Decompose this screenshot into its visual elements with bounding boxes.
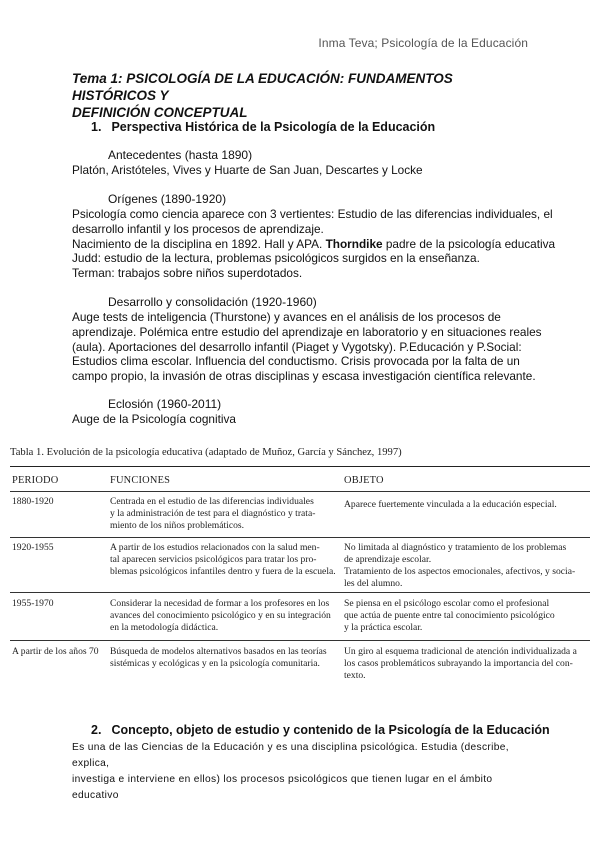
cell-line: los casos problemáticos subrayando la importancia del con- xyxy=(344,658,573,669)
row-2-periodo: 1920-1955 xyxy=(12,542,54,553)
cell-line: que actúa de puente entre tal conocimiento psicológico xyxy=(344,610,555,621)
row-3-objeto xyxy=(344,598,555,634)
section-2-line-1: Es una de las Ciencias de la Educación y es una disciplina psicológica. Estudia (describe, explica, xyxy=(72,742,509,769)
row-4-periodo: A partir de los años 70 xyxy=(12,646,99,657)
section-1-number: 1. xyxy=(91,120,102,134)
row-2-objeto xyxy=(344,542,575,590)
cell-line: Se piensa en el psicólogo escolar como el profesional xyxy=(344,598,550,609)
section-2-line-2: investiga e interviene en ellos) los procesos psicológicos que tienen lugar en el ámbito educativo xyxy=(72,774,493,801)
antecedentes-line: Platón, Aristóteles, Vives y Huarte de San Juan, Descartes y Locke xyxy=(72,163,423,177)
cell-line: Centrada en el estudio de las diferencias individuales xyxy=(110,496,314,507)
row-3-periodo: 1955-1970 xyxy=(12,598,54,609)
origenes-line-3-end: padre de la psicología educativa xyxy=(382,236,556,251)
header-rule xyxy=(10,491,590,492)
row-2-funciones xyxy=(110,542,336,578)
cell-line: Aparece fuertemente vinculada a la educación especial. xyxy=(344,499,557,510)
title-line-2: DEFINICIÓN CONCEPTUAL xyxy=(72,105,248,120)
running-header: Inma Teva; Psicología de la Educación xyxy=(318,36,528,50)
table-top-rule xyxy=(10,466,590,467)
cell-line: texto. xyxy=(344,670,366,681)
column-header-periodo: PERIODO xyxy=(12,475,59,486)
title-line-1: Tema 1: PSICOLOGÍA DE LA EDUCACIÓN: FUNDAMENTOS HISTÓRICOS Y xyxy=(72,71,453,103)
section-2-heading xyxy=(91,723,550,737)
cell-line: miento de los niños problemáticos. xyxy=(110,520,245,531)
desarrollo-line: aprendizaje. Polémica entre estudio del aprendizaje en laboratorio y en situaciones reales xyxy=(72,324,542,339)
antecedentes-text xyxy=(72,163,532,178)
section-1-title: Perspectiva Histórica de la Psicología de la Educación xyxy=(111,120,436,134)
desarrollo-paragraph xyxy=(72,310,542,384)
row-4-funciones xyxy=(110,646,327,670)
origenes-line-3 xyxy=(72,236,556,252)
row-rule xyxy=(10,640,590,641)
origenes-paragraph xyxy=(72,207,556,281)
cell-line: y la administración de test para el diagnóstico y trata- xyxy=(110,508,316,519)
row-1-objeto xyxy=(344,499,557,511)
row-1-periodo: 1880-1920 xyxy=(12,496,54,507)
cell-line: A partir de los estudios relacionados con la salud men- xyxy=(110,542,320,553)
table-caption: Tabla 1. Evolución de la psicología educativa (adaptado de Muñoz, García y Sánchez, 1997) xyxy=(10,447,402,458)
cell-line: blemas psicológicos infantiles dentro y fuera de la escuela. xyxy=(110,566,336,577)
desarrollo-line: Estudios clima escolar. Influencia del conductismo. Crisis provocada por la falta de un xyxy=(72,354,520,369)
origenes-line-3-start: Nacimiento de la disciplina en 1892. Hall y APA. xyxy=(72,236,326,251)
cell-line: y la práctica escolar. xyxy=(344,622,423,633)
document-title xyxy=(72,70,532,121)
cell-line: Un giro al esquema tradicional de atención individualizada a xyxy=(344,646,577,657)
row-rule xyxy=(10,537,590,538)
column-header-objeto: OBJETO xyxy=(344,475,384,486)
evolution-table xyxy=(10,440,590,680)
origenes-line-4: Judd: estudio de la lectura, problemas psicológicos surgidos en la enseñanza. xyxy=(72,251,480,266)
row-3-funciones xyxy=(110,598,331,634)
section-2-title: Concepto, objeto de estudio y contenido de la Psicología de la Educación xyxy=(111,723,550,737)
origenes-line-2: desarrollo infantil y los procesos de aprendizaje. xyxy=(72,221,324,236)
origenes-line-5: Terman: trabajos sobre niños superdotados. xyxy=(72,266,303,281)
desarrollo-line: (aula). Aportaciones del desarrollo infantil (Piaget y Vygotsky). P.Educación y P.Social: xyxy=(72,339,522,354)
row-1-funciones xyxy=(110,496,315,532)
row-rule xyxy=(10,592,590,593)
desarrollo-line: Auge tests de inteligencia (Thurstone) y avances en el análisis de los procesos de xyxy=(72,310,501,324)
row-4-objeto xyxy=(344,646,577,682)
desarrollo-line: campo propio, la invasión de otras disciplinas y escasa investigación científica relevante. xyxy=(72,369,536,384)
column-header-funciones: FUNCIONES xyxy=(110,475,171,486)
cell-line: Considerar la necesidad de formar a los profesores en los xyxy=(110,598,330,609)
section-2-paragraph xyxy=(72,740,542,804)
thorndike-name: Thorndike xyxy=(325,236,383,251)
origenes-title: Orígenes (1890-1920) xyxy=(108,192,227,206)
cell-line: Búsqueda de modelos alternativos basados en las teorías xyxy=(110,646,327,657)
cell-line: avances del conocimiento psicológico y en su integración xyxy=(110,610,331,621)
section-1-heading xyxy=(91,120,435,134)
cell-line: de aprendizaje escolar. xyxy=(344,554,432,565)
cell-line: en la metodología didáctica. xyxy=(110,622,219,633)
cell-line: les del alumno. xyxy=(344,578,403,589)
desarrollo-title: Desarrollo y consolidación (1920-1960) xyxy=(108,295,317,309)
cell-line: No limitada al diagnóstico y tratamiento de los problemas xyxy=(344,542,567,553)
origenes-line-1: Psicología como ciencia aparece con 3 vertientes: Estudio de las diferencias individuales, el xyxy=(72,207,553,221)
eclosion-text xyxy=(72,412,532,427)
cell-line: Tratamiento de los aspectos emocionales, afectivos, y socia- xyxy=(344,566,576,577)
cell-line: sistémicas y ecológicas y en la psicología comunitaria. xyxy=(110,658,320,669)
eclosion-line: Auge de la Psicología cognitiva xyxy=(72,412,236,426)
eclosion-title: Eclosión (1960-2011) xyxy=(108,397,222,411)
section-2-number: 2. xyxy=(91,723,102,737)
cell-line: tal aparecen servicios psicológicos para tratar los pro- xyxy=(110,554,317,565)
antecedentes-title: Antecedentes (hasta 1890) xyxy=(108,148,253,162)
